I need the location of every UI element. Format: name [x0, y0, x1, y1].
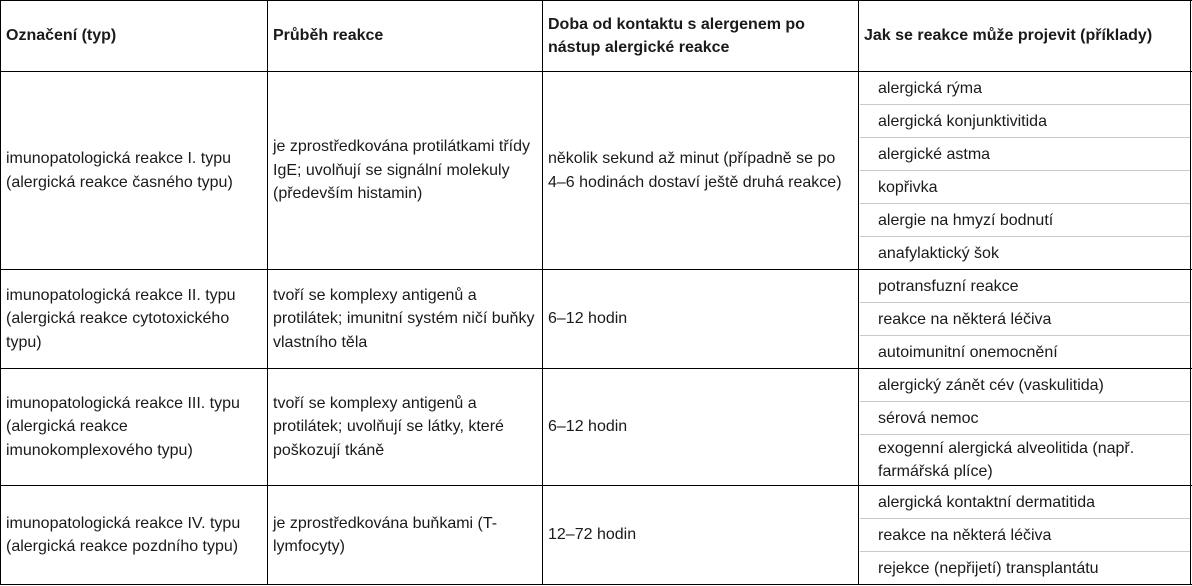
- row-1-time: několik sekund až minut (případně se po 4–6 hodinách dostaví ještě druhá reakce): [548, 150, 842, 191]
- row-4-course: je zprostředkována buňkami (T-lymfocyty): [273, 514, 498, 555]
- row-1-example: alergická rýma: [860, 72, 1190, 105]
- header-type: Označení (typ): [6, 27, 117, 45]
- row-4-type: imunopatologická reakce IV. typu (alergická reakce pozdního typu): [6, 514, 241, 555]
- row-1-course: je zprostředkována protilátkami třídy IgE; uvolňují se signální molekuly (především histamin): [273, 138, 530, 203]
- row-4-example: rejekce (nepřijetí) transplantátu: [878, 559, 1099, 577]
- col-border-3: [858, 0, 859, 585]
- row-3-example: exogenní alergická alveolitida (např. farmářská plíce): [878, 440, 1135, 480]
- row-3-example: sérová nemoc: [860, 402, 1190, 435]
- row-2-example: reakce na některá léčiva: [860, 303, 1190, 336]
- row-2-example: autoimunitní onemocnění: [878, 343, 1058, 361]
- row-4-time: 12–72 hodin: [548, 526, 637, 544]
- row-3-course: tvoří se komplexy antigenů a protilátek; uvolňují se látky, které poškozují tkáně: [273, 394, 504, 459]
- row-4-example: alergická kontaktní dermatitida: [860, 486, 1190, 519]
- row-2-type: imunopatologická reakce II. typu (alergická reakce cytotoxického typu): [6, 286, 236, 351]
- row-3-type: imunopatologická reakce III. typu (alergická reakce imunokomplexového typu): [6, 394, 240, 459]
- row-2-time: 6–12 hodin: [548, 310, 628, 328]
- row-1-example: anafylaktický šok: [878, 244, 999, 262]
- row-2-example: potransfuzní reakce: [860, 270, 1190, 303]
- row-3-example: alergický zánět cév (vaskulitida): [860, 369, 1190, 402]
- row-2-course: tvoří se komplexy antigenů a protilátek; imunitní systém ničí buňky vlastního těla: [273, 286, 535, 351]
- row-1-example: alergie na hmyzí bodnutí: [860, 204, 1190, 237]
- row-border-5: [0, 584, 1192, 585]
- header-course: Průběh reakce: [273, 27, 384, 45]
- header-time: Doba od kontaktu s alergenem po nástup alergické reakce: [548, 15, 805, 56]
- row-1-type: imunopatologická reakce I. typu (alergická reakce časného typu): [6, 150, 233, 191]
- row-1-example: kopřivka: [860, 171, 1190, 204]
- row-3-time: 6–12 hodin: [548, 418, 628, 436]
- row-4-example: reakce na některá léčiva: [860, 519, 1190, 552]
- col-border-4: [1190, 0, 1191, 585]
- row-1-example: alergické astma: [860, 138, 1190, 171]
- header-manifest: Jak se reakce může projevit (příklady): [864, 27, 1153, 45]
- row-1-example: alergická konjunktivitida: [860, 105, 1190, 138]
